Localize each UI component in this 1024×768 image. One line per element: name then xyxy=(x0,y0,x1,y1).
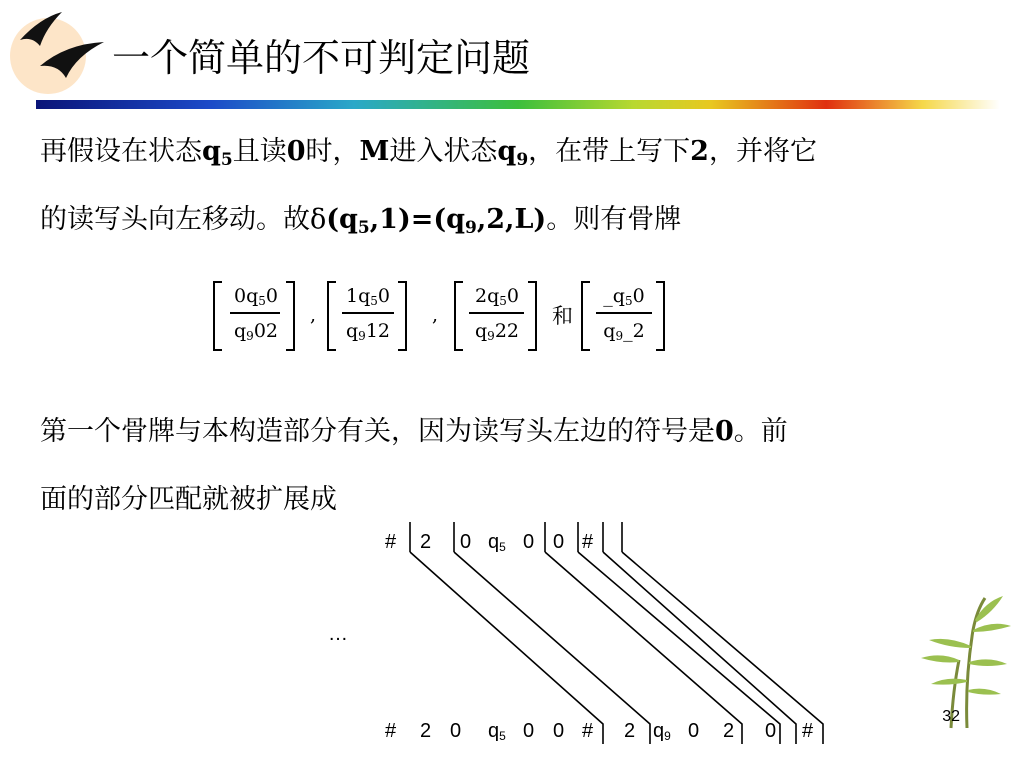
domino-4-bottom: $q_9\_2$ xyxy=(603,320,645,343)
tape-top-two: 2 xyxy=(420,531,432,553)
tape-top-zero-3: 0 xyxy=(553,531,565,553)
domino-2-top: $1q_50$ xyxy=(346,285,390,308)
tape-top-hash-2: # xyxy=(582,531,594,553)
tape-bottom-two-2: 2 xyxy=(624,720,636,742)
connector-4 xyxy=(578,552,780,744)
domino-3-top: $2q_50$ xyxy=(475,285,519,308)
domino-4-top: $\_q_50$ xyxy=(603,285,645,308)
tape-top-q5: $q_5$ xyxy=(488,531,506,554)
tape-bottom-zero-1: 0 xyxy=(450,720,462,742)
page-number: 32 xyxy=(942,708,960,725)
tape-top-hash-1: # xyxy=(385,531,397,553)
page-title: 一个简单的不可判定问题 xyxy=(112,36,531,80)
paragraph-1-line-1: 再假设在状态$q_5$且读0时，M进入状态$q_9$，在带上写下2，并将它 xyxy=(40,136,817,170)
tape-top-zero-2: 0 xyxy=(523,531,535,553)
bamboo-icon xyxy=(915,590,1015,730)
ellipsis: … xyxy=(328,623,348,645)
tape-bottom-hash-1: # xyxy=(385,720,397,742)
domino-1-bottom: $q_902$ xyxy=(234,320,278,343)
connector-3 xyxy=(545,552,742,744)
tape-bottom-two-3: 2 xyxy=(723,720,735,742)
connector-1 xyxy=(410,552,603,744)
connector-2 xyxy=(454,552,650,744)
paragraph-1-line-2: 的读写头向左移动。故$\delta(q_5,1)=(q_9,2,L)$。则有骨牌 xyxy=(40,204,682,238)
comma-separator-1: , xyxy=(310,304,317,326)
domino-3-bottom: $q_922$ xyxy=(475,320,519,343)
tape-bottom-q5: $q_5$ xyxy=(488,720,506,743)
domino-1-top: $0q_50$ xyxy=(234,285,278,308)
tape-bottom-hash-2: # xyxy=(582,720,594,742)
and-word: 和 xyxy=(552,304,573,328)
connector-6 xyxy=(622,552,823,744)
tape-bottom-zero-2: 0 xyxy=(523,720,535,742)
tape-bottom-zero-5: 0 xyxy=(765,720,777,742)
tape-bottom-q9: $q_9$ xyxy=(653,720,671,743)
tape-bottom-two-1: 2 xyxy=(420,720,432,742)
paragraph-2-line-2: 面的部分匹配就被扩展成 xyxy=(40,484,337,515)
tape-bottom-zero-4: 0 xyxy=(688,720,700,742)
comma-separator-2: , xyxy=(432,304,439,326)
paragraph-2-line-1: 第一个骨牌与本构造部分有关，因为读写头左边的符号是0。前 xyxy=(40,416,788,447)
connector-5 xyxy=(603,552,796,744)
tape-bottom-hash-3: # xyxy=(802,720,814,742)
tape-top-zero-1: 0 xyxy=(460,531,472,553)
domino-2-bottom: $q_912$ xyxy=(346,320,390,343)
tape-bottom-zero-3: 0 xyxy=(553,720,565,742)
